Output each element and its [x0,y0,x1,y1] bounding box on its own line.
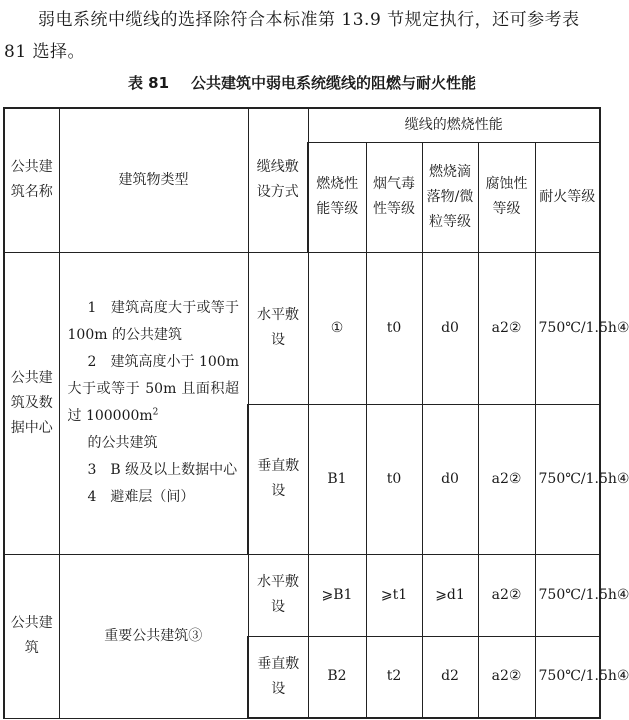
intro-paragraph: 弱电系统中缆线的选择除符合本标准第 13.9 节规定执行，还可参考表 81 选择。 [4,10,580,62]
table-caption [0,72,604,93]
building-types-cell [59,252,248,554]
header-corrosion: 腐蚀性等级 [478,142,535,252]
building-type-item: 3 B 级及以上数据中心 [87,462,238,478]
combustion-cell: ⩾B1 [308,554,366,636]
header-combustion-group: 缆线的燃烧性能 [308,108,600,142]
building-type-cell: 重要公共建筑③ [59,554,248,718]
superscript: 2 [152,407,159,418]
laying-method-cell: 垂直敷设 [248,404,308,554]
table-row [4,554,600,636]
laying-method-cell: 水平敷设 [248,252,308,404]
fire-resistance-cell: 750℃/1.5h④ [535,252,600,404]
corrosion-cell: a2② [478,636,535,718]
building-type-item: 2 建筑高度小于 100m 大于或等于 50m 且面积超过 $100000m^2$ [67,354,239,424]
building-type-item: 1 建筑高度大于或等于 100m 的公共建筑 [67,300,239,343]
building-type-item-tail: 的公共建筑 [87,435,158,451]
header-combustion-grade: 燃烧性能等级 [308,142,366,252]
combustion-cell: ① [308,252,366,404]
table-title: 公共建筑中弱电系统缆线的阻燃与耐火性能 [191,74,477,92]
corrosion-cell: a2② [478,554,535,636]
droplets-cell: d2 [422,636,478,718]
combustion-cell: B2 [308,636,366,718]
smoke-cell: ⩾t1 [366,554,422,636]
fire-resistance-cell: 750℃/1.5h④ [535,404,600,554]
cable-performance-table [3,107,629,719]
building-type-item: 4 避难层（间） [87,489,195,505]
header-building-name: 公共建筑名称 [4,108,59,252]
header-fire-resistance: 耐火等级 [535,142,600,252]
header-building-type: 建筑物类型 [59,108,248,252]
corrosion-cell: a2② [478,252,535,404]
fire-resistance-cell: 750℃/1.5h④ [535,554,600,636]
building-name-cell: 公共建筑 [4,554,59,718]
corrosion-cell: a2② [478,404,535,554]
table-number: 表 81 [127,74,170,92]
header-laying-method: 缆线敷设方式 [248,108,308,252]
laying-method-cell: 水平敷设 [248,554,308,636]
table-row [4,252,600,404]
smoke-cell: t0 [366,404,422,554]
laying-method-cell: 垂直敷设 [248,636,308,718]
header-smoke-toxicity: 烟气毒性等级 [366,142,422,252]
droplets-cell: ⩾d1 [422,554,478,636]
droplets-cell: d0 [422,252,478,404]
building-name-cell: 公共建筑及数据中心 [4,252,59,554]
smoke-cell: t2 [366,636,422,718]
droplets-cell: d0 [422,404,478,554]
fire-resistance-cell: 750℃/1.5h④ [535,636,600,718]
header-droplets: 燃烧滴落物/微粒等级 [422,142,478,252]
combustion-cell: B1 [308,404,366,554]
smoke-cell: t0 [366,252,422,404]
